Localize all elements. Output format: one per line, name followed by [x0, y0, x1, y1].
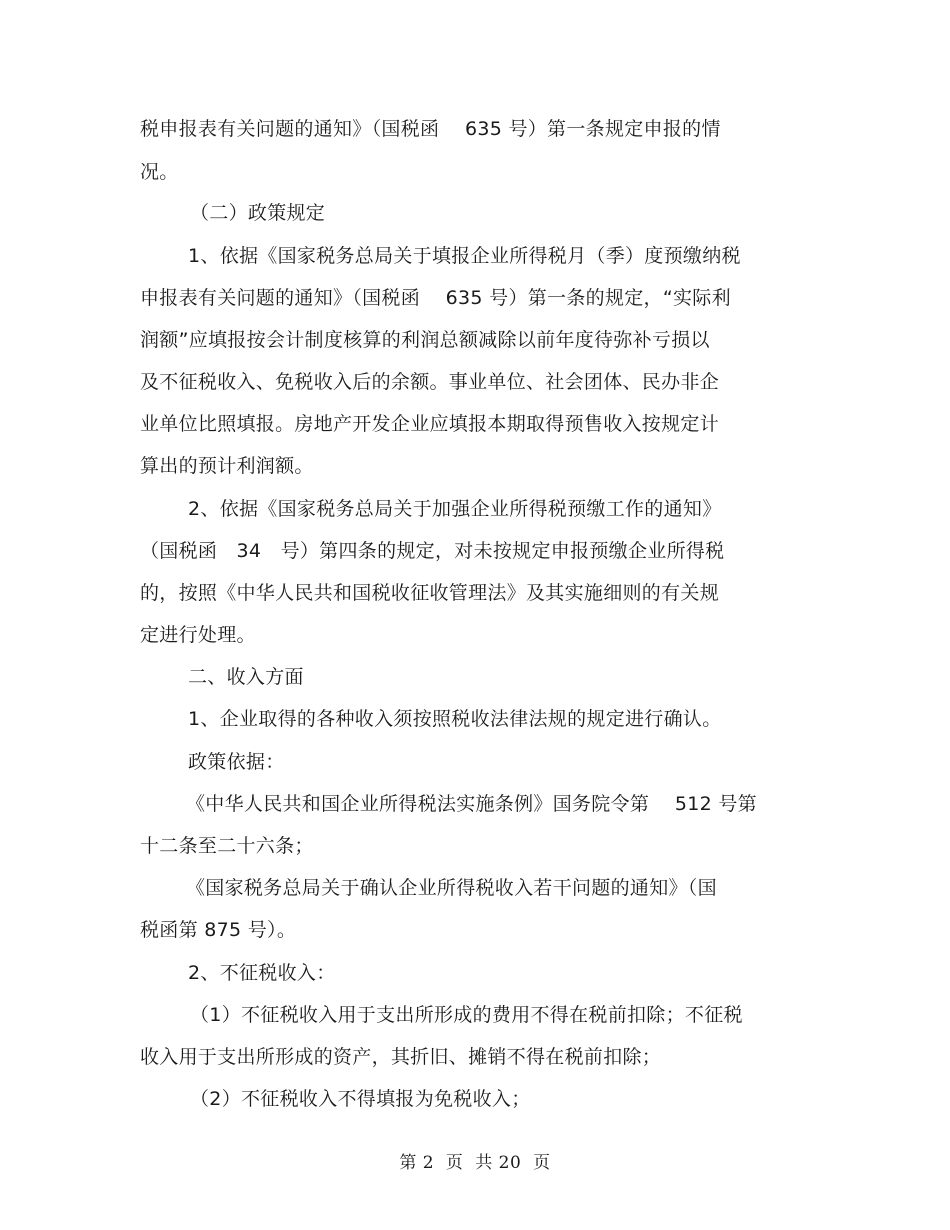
text-line: 十二条至二十六条；: [140, 835, 314, 857]
text-line: （1）不征税收入用于支出所形成的费用不得在税前扣除；不征税: [190, 1004, 743, 1026]
text-line: 《中华人民共和国企业所得税法实施条例》国务院令第 512 号第: [186, 793, 757, 815]
text-line: （国税函 34 号）第四条的规定，对未按规定申报预缴企业所得税: [140, 540, 725, 562]
text-line: 1、依据《国家税务总局关于填报企业所得税月（季）度预缴纳税: [188, 245, 741, 267]
text-line: 收入用于支出所形成的资产，其折旧、摊销不得在税前扣除；: [140, 1046, 662, 1068]
page-number-footer: 第 2 页 共 20 页: [399, 1153, 551, 1173]
text-line: 润额”应填报按会计制度核算的利润总额减除以前年度待弥补亏损以: [140, 329, 710, 351]
text-line: 况。: [140, 161, 179, 183]
text-line: 政策依据：: [188, 751, 285, 773]
text-line: 《国家税务总局关于确认企业所得税收入若干问题的通知》（国: [186, 877, 717, 899]
section-heading: （二）政策规定: [190, 202, 326, 224]
section-heading: 二、收入方面: [188, 666, 304, 688]
text-line: 2、依据《国家税务总局关于加强企业所得税预缴工作的通知》: [188, 498, 722, 520]
text-line: 1、企业取得的各种收入须按照税收法律法规的规定进行确认。: [188, 708, 722, 730]
text-line: 定进行处理。: [140, 624, 256, 646]
text-line: （2）不征税收入不得填报为免税收入；: [190, 1088, 531, 1110]
text-line: 税申报表有关问题的通知》（国税函 635 号）第一条规定申报的情: [140, 118, 721, 140]
text-line: 税函第 875 号）。: [140, 919, 297, 941]
text-line: 的，按照《中华人民共和国税收征收管理法》及其实施细则的有关规: [140, 582, 720, 604]
text-line: 及不征税收入、免税收入后的余额。事业单位、社会团体、民办非企: [140, 371, 720, 393]
text-line: 2、不征税收入：: [188, 962, 336, 984]
text-line: 算出的预计利润额。: [140, 455, 314, 477]
text-line: 业单位比照填报。房地产开发企业应填报本期取得预售收入按规定计: [140, 413, 720, 435]
text-line: 申报表有关问题的通知》（国税函 635 号）第一条的规定，“实际利: [140, 287, 731, 309]
